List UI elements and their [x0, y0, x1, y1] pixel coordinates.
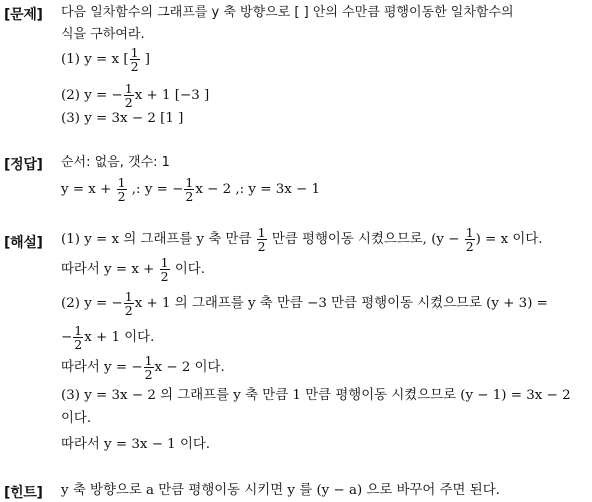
fraction: $\frac{1}{2}$: [74, 323, 83, 352]
solution-label: [해설]: [4, 235, 43, 251]
solution-step-5: 따라서 y = − $\frac{1}{2}$ x − 2 이다.: [61, 353, 225, 382]
answer-label: [정답]: [4, 157, 43, 173]
problem-label: [문제]: [4, 7, 43, 23]
solution-step-4: − $\frac{1}{2}$ x + 1 이다.: [61, 323, 155, 352]
fraction: $\frac{1}{2}$: [257, 225, 266, 254]
answer-order-count: 순서: 없음, 갯수: 1: [61, 155, 170, 170]
fraction: $\frac{1}{2}$: [124, 81, 133, 110]
problem-item-2: (2) y = − $\frac{1}{2}$ x + 1 [−3 ]: [61, 81, 210, 110]
problem-item-1: (1) y = x [ $\frac{1}{2}$ ]: [61, 45, 150, 74]
fraction: $\frac{1}{2}$: [185, 175, 194, 204]
solution-step-2: 따라서 y = x + $\frac{1}{2}$ 이다.: [61, 255, 205, 284]
fraction: $\frac{1}{2}$: [130, 45, 139, 74]
problem-text-line2: 식을 구하여라.: [61, 27, 145, 42]
fraction: $\frac{1}{2}$: [117, 175, 126, 204]
solution-step-8: 따라서 y = 3x − 1 이다.: [61, 437, 211, 452]
solution-step-7: 이다.: [61, 411, 92, 426]
problem-item-3: (3) y = 3x − 2 [1 ]: [61, 111, 184, 126]
fraction: $\frac{1}{2}$: [144, 353, 153, 382]
hint-text: y 축 방향으로 a 만큼 평행이동 시키면 y 를 (y − a) 으로 바꾸어 주면 된다.: [61, 483, 500, 498]
solution-step-6: (3) y = 3x − 2 의 그래프를 y 축 만큼 1 만큼 평행이동 시켰으므로 (y − 1) = 3x − 2: [61, 388, 571, 403]
problem-text-line1: 다음 일차함수의 그래프를 y 축 방향으로 [ ] 안의 수만큼 평행이동한 일차함수의: [61, 5, 514, 20]
fraction: $\frac{1}{2}$: [124, 289, 133, 318]
fraction: $\frac{1}{2}$: [465, 225, 474, 254]
answer-equations: y = x + $\frac{1}{2}$ ,: y = − $\frac{1}{2}$ x − 2 ,: y = 3x − 1: [61, 175, 321, 204]
solution-step-1: (1) y = x 의 그래프를 y 축 만큼 $\frac{1}{2}$ 만큼 평행이동 시켰으므로, (y − $\frac{1}{2}$ ) = x 이다.: [61, 225, 543, 254]
solution-step-3: (2) y = − $\frac{1}{2}$ x + 1 의 그래프를 y 축 만큼 −3 만큼 평행이동 시켰으므로 (y + 3) =: [61, 289, 548, 318]
fraction: $\frac{1}{2}$: [160, 255, 169, 284]
hint-label: [힌트]: [4, 485, 43, 501]
